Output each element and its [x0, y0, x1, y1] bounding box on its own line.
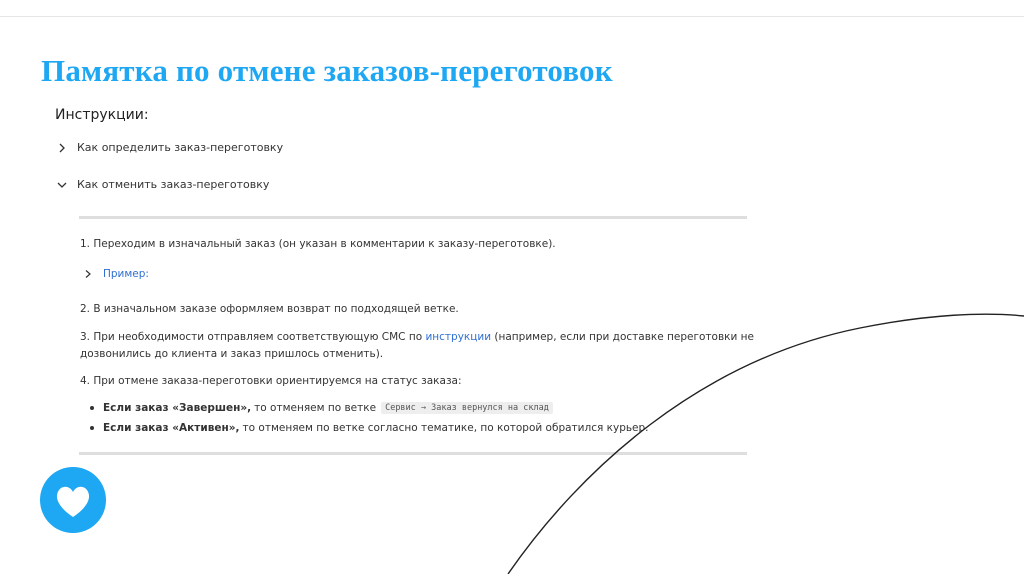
accordion-label: Как отменить заказ-переготовку	[77, 178, 270, 191]
step-3-text: 3. При необходимости отправляем соответствующую СМС по	[80, 331, 426, 343]
instructions-link[interactable]: инструкции	[425, 331, 492, 343]
heart-icon	[40, 467, 106, 533]
bullet-bold: Если заказ «Завершен»,	[103, 402, 252, 414]
step-1: 1. Переходим в изначальный заказ (он указан в комментарии к заказу-переготовке).	[80, 238, 556, 250]
step-2: 2. В изначальном заказе оформляем возврат по подходящей ветке.	[80, 303, 459, 315]
step-3-text-line2: дозвонились до клиента и заказ пришлось отменить).	[80, 348, 384, 360]
step-3-text-cont: (например, если при доставке переготовки не	[491, 331, 754, 343]
branch-code: Сервис → Заказ вернулся на склад	[381, 402, 553, 414]
bullet-text: то отменяем по ветке	[254, 402, 377, 414]
page-title: Памятка по отмене заказов-переготовок	[41, 53, 613, 88]
bullet-text: то отменяем по ветке согласно тематике, по которой обратился курьер.	[242, 422, 649, 434]
instructions-heading: Инструкции:	[55, 107, 149, 123]
bullet-bold: Если заказ «Активен»,	[103, 422, 240, 434]
example-label: Пример:	[103, 268, 149, 280]
accordion-label: Как определить заказ-переготовку	[77, 141, 284, 154]
step-4: 4. При отмене заказа-переготовки ориентируемся на статус заказа:	[80, 375, 462, 387]
heart-logo-icon	[40, 467, 106, 533]
